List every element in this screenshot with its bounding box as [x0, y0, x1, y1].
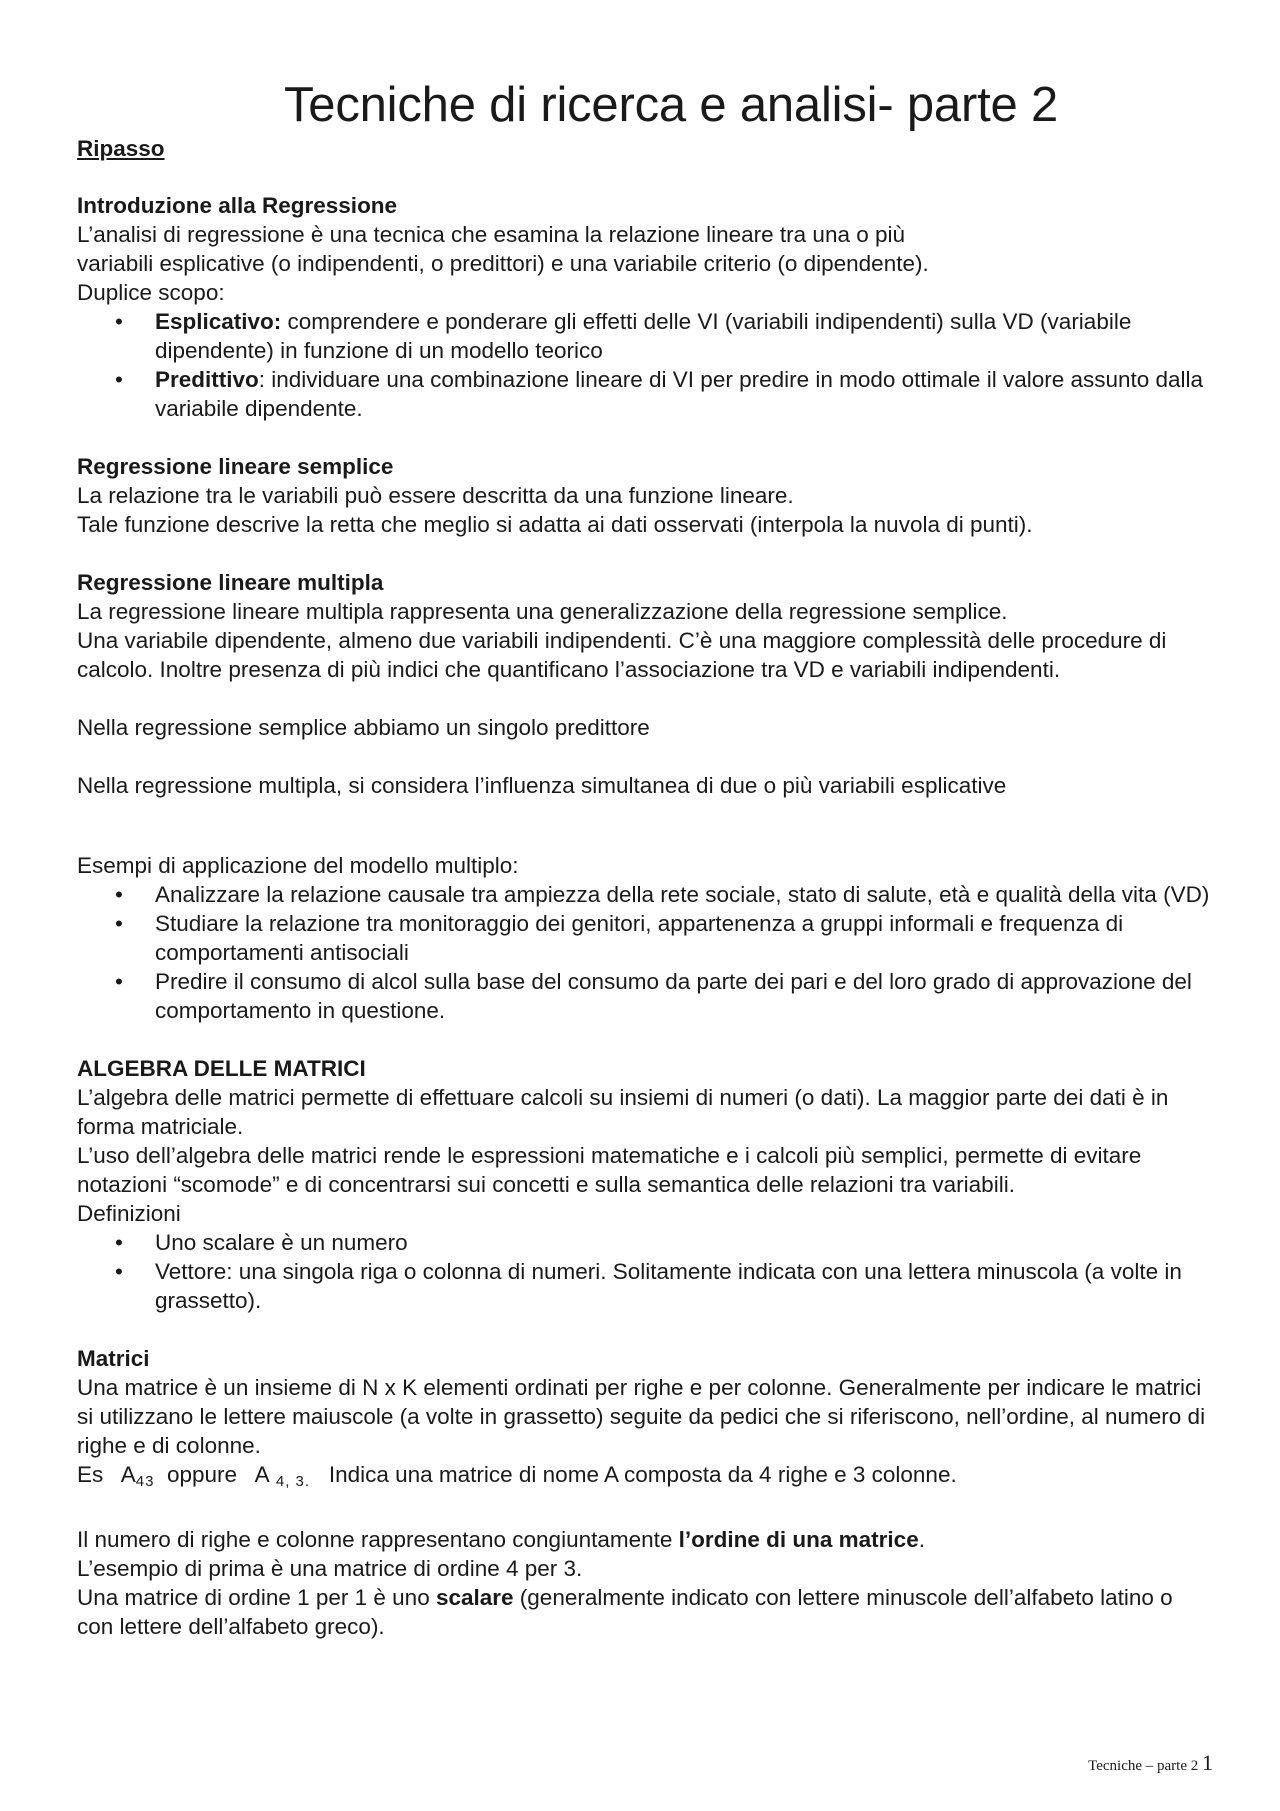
semplice-line: Tale funzione descrive la retta che meglio si adatta ai dati osservati (interpola la nuvola di punti).	[77, 512, 1033, 537]
list-item: • Studiare la relazione tra monitoraggio dei genitori, appartenenza a gruppi informali e frequenza di comportamenti antisociali	[77, 909, 1213, 967]
matrix-letter: A	[120, 1462, 136, 1487]
algebra-line: L’uso dell’algebra delle matrici rende le espressioni matematiche e i calcoli più semplici, permette di evitare notazioni “scomode” e di concentrarsi sui concetti e sulla semantica delle relazioni tra variabili.	[77, 1143, 1142, 1197]
example-description: Indica una matrice di nome A composta da 4 righe e 3 colonne.	[328, 1462, 957, 1487]
list-item	[77, 365, 1213, 423]
heading-algebra: ALGEBRA DELLE MATRICI	[77, 1056, 366, 1081]
scopo-list	[77, 307, 1213, 423]
list-item: • Vettore: una singola riga o colonna di numeri. Solitamente indicata con una lettera minuscola (a volte in grassetto).	[77, 1257, 1213, 1315]
page-footer	[1088, 1748, 1213, 1781]
intro-line: Duplice scopo:	[77, 280, 225, 305]
matrix-letter: A	[254, 1462, 270, 1487]
heading-semplice: Regressione lineare semplice	[77, 454, 394, 479]
matrix-subscript: 43	[135, 1473, 155, 1490]
bullet-text: : individuare una combinazione lineare di VI per predire in modo ottimale il valore assunto dalla variabile dipendente.	[155, 367, 1204, 421]
scalare-bold: scalare	[435, 1585, 514, 1610]
matrici-example	[77, 1460, 1213, 1496]
scalare-line	[77, 1583, 1213, 1641]
ordine-post: .	[918, 1527, 925, 1552]
scalare-pre: Una matrice di ordine 1 per 1 è uno	[77, 1585, 436, 1610]
section-label-ripasso: Ripasso	[77, 136, 165, 161]
document-body	[77, 191, 1213, 1641]
scalare-post: (generalmente indicato con lettere minuscole dell’alfabeto latino o con lettere dell’alfabeto greco).	[77, 1585, 1173, 1639]
esempi-list	[77, 880, 1213, 1025]
oppure-text: oppure	[167, 1462, 238, 1487]
list-item: • Predire il consumo di alcol sulla base del consumo da parte dei pari e del loro grado di approvazione del comportamento in questione.	[77, 967, 1213, 1025]
esempio-line: L’esempio di prima è una matrice di ordine 4 per 3.	[77, 1556, 583, 1581]
bullet-text: comprendere e ponderare gli effetti delle VI (variabili indipendenti) sulla VD (variabile dipendente) in funzione di un modello teorico	[155, 309, 1132, 363]
heading-multipla: Regressione lineare multipla	[77, 570, 384, 595]
intro-line: L’analisi di regressione è una tecnica che esamina la relazione lineare tra una o più	[77, 222, 906, 247]
matrici-text: Una matrice è un insieme di N x K elementi ordinati per righe e per colonne. Generalmente per indicare le matrici si utilizzano le lettere maiuscole (a volte in grassetto) seguite da pedici che si riferiscono, nell’ordine, al numero di righe e di colonne.	[77, 1375, 1206, 1458]
multipla-note: Nella regressione multipla, si considera l’influenza simultanea di due o più variabili esplicative	[77, 773, 1007, 798]
footer-label: Tecniche – parte 2	[1088, 1758, 1199, 1774]
algebra-line: Definizioni	[77, 1201, 181, 1226]
heading-matrici: Matrici	[77, 1346, 150, 1371]
semplice-line: La relazione tra le variabili può essere descritta da una funzione lineare.	[77, 483, 794, 508]
page-title: Tecniche di ricerca e analisi- parte 2	[283, 78, 1059, 132]
list-item: • Analizzare la relazione causale tra ampiezza della rete sociale, stato di salute, età e qualità della vita (VD)	[77, 880, 1213, 909]
page-number: 1	[1202, 1750, 1213, 1775]
list-item	[77, 307, 1213, 365]
ordine-pre: Il numero di righe e colonne rappresentano congiuntamente	[77, 1527, 679, 1552]
bullet-term: Predittivo	[155, 367, 259, 392]
bullet-term: Esplicativo:	[155, 309, 282, 334]
matrix-subscript: 4, 3.	[275, 1473, 311, 1490]
intro-line: variabili esplicative (o indipendenti, o predittori) e una variabile criterio (o dipendente).	[77, 251, 929, 276]
ordine-bold: l’ordine di una matrice	[678, 1527, 919, 1552]
multipla-line: Una variabile dipendente, almeno due variabili indipendenti. C’è una maggiore complessità delle procedure di calcolo. Inoltre presenza di più indici che quantificano l’associazione tra VD e variabili indipendenti.	[77, 628, 1167, 682]
multipla-note: Nella regressione semplice abbiamo un singolo predittore	[77, 715, 650, 740]
list-item: • Uno scalare è un numero	[77, 1228, 1213, 1257]
definizioni-list	[77, 1228, 1213, 1315]
heading-intro: Introduzione alla Regressione	[77, 193, 398, 218]
multipla-line: La regressione lineare multipla rappresenta una generalizzazione della regressione semplice.	[77, 599, 1008, 624]
algebra-line: L’algebra delle matrici permette di effettuare calcoli su insiemi di numeri (o dati). La maggior parte dei dati è in forma matriciale.	[77, 1085, 1169, 1139]
example-prefix: Es	[77, 1462, 104, 1487]
esempi-intro: Esempi di applicazione del modello multiplo:	[77, 853, 519, 878]
ordine-line	[77, 1525, 1213, 1554]
